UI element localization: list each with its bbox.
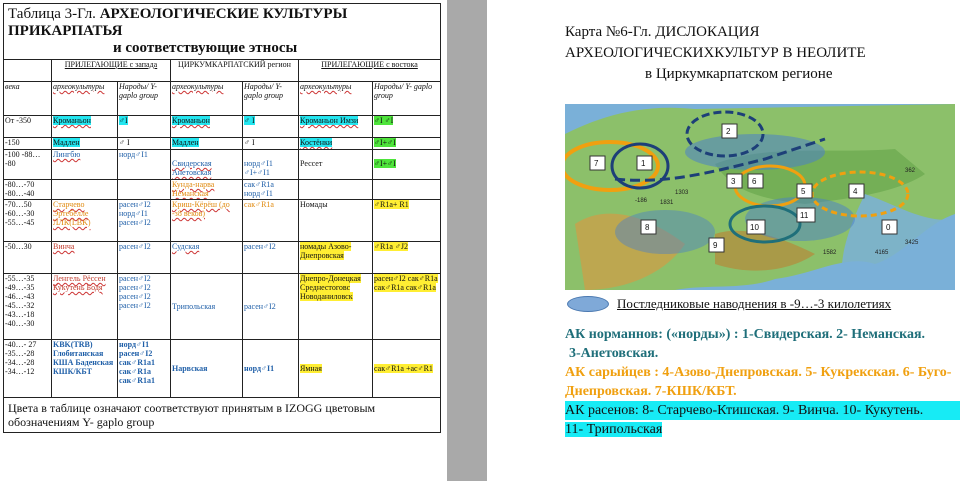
cell-people <box>243 242 299 274</box>
map-title-line1: Карта №6-Гл. ДИСЛОКАЦИЯ <box>565 24 760 40</box>
cell-culture <box>171 242 243 274</box>
head-people-w: Народы/ Y- gaplo group <box>118 82 171 116</box>
cell-centuries: -50…30 <box>4 242 52 274</box>
title-prefix: Таблица 3-Гл. <box>8 6 96 22</box>
cell-text: сак♂R1a норд♂I1 <box>244 180 274 198</box>
cell-text: Ямная <box>300 364 322 373</box>
cell-culture <box>171 150 243 180</box>
map-label-8: 8 <box>645 223 650 232</box>
cell-culture <box>52 150 118 180</box>
cell-culture <box>171 200 243 242</box>
cell-text: Старчево Эртебёлле ЛЛК(LBK) <box>53 200 91 227</box>
cell-culture <box>299 340 373 398</box>
cell-culture <box>299 138 373 150</box>
cell-culture <box>299 150 373 180</box>
cell-culture <box>171 180 243 200</box>
cell-text: KBK(TRB) Глобитанская КША Баденская КШК/КБТ <box>53 340 114 376</box>
map-elev: 1303 <box>675 190 689 196</box>
cell-text: сак♂R1a +ас♂R1 <box>374 364 433 373</box>
left-page <box>0 0 447 481</box>
table-row <box>4 340 441 398</box>
cell-people <box>373 274 441 340</box>
cell-centuries: -150 <box>4 138 52 150</box>
head-cult-c: археокультуры <box>171 82 243 116</box>
cell-text: номады Азово-Днепровская <box>300 242 352 260</box>
cell-people <box>118 200 171 242</box>
map-elev: -186 <box>635 198 648 204</box>
head-centuries: века <box>4 82 52 116</box>
title-main: АРХЕОЛОГИЧЕСКИЕ КУЛЬТУРЫ ПРИКАРПАТЬЯ <box>8 6 348 39</box>
cell-culture <box>52 340 118 398</box>
map-label-5: 5 <box>801 187 806 196</box>
cell-text: ♂I+♂I <box>374 138 396 147</box>
cell-text: Номады <box>300 200 328 209</box>
cell-people <box>243 274 299 340</box>
map-label-3: 3 <box>731 177 736 186</box>
ak-norm-line2: 3-Анетовская. <box>569 346 659 361</box>
cell-culture <box>299 242 373 274</box>
cell-text: ♂I+♂I <box>374 159 396 168</box>
group-east: ПРИЛЕГАЮЩИЕ с востока <box>299 60 441 82</box>
right-page <box>487 0 975 481</box>
cell-culture <box>52 274 118 340</box>
cell-people <box>118 274 171 340</box>
archaeology-map <box>565 104 955 290</box>
map-label-4: 4 <box>853 187 858 196</box>
cell-centuries: -100 -88… -80 <box>4 150 52 180</box>
flood-zone <box>615 210 715 254</box>
map-elev: 3425 <box>905 240 919 246</box>
cell-text: Кроманьон <box>172 116 210 125</box>
map-elev: 362 <box>905 168 916 174</box>
cell-culture <box>171 138 243 150</box>
cell-centuries: -80…-70 -80…-40 <box>4 180 52 200</box>
cell-people <box>373 116 441 138</box>
cell-text: расен♂I2 <box>119 242 151 251</box>
legend-text: Постледниковые наводнения в -9…-3 килолетиях <box>617 296 892 311</box>
cell-text: Ленгель Рёссен Кукутень Бодя <box>53 274 106 292</box>
map-label-6: 6 <box>752 177 757 186</box>
cell-culture <box>52 200 118 242</box>
cell-text: ♂R1a+ R1 <box>374 200 409 209</box>
ak-ras-line1: АК расенов: 8- Старчево-Ктишская. 9- Винча. 10- Кукутень. <box>565 401 960 420</box>
cell-people <box>118 180 171 200</box>
cultures-table <box>3 3 441 433</box>
culture-groups <box>565 325 960 439</box>
cell-text: Трипольская <box>172 302 216 311</box>
cell-people <box>243 116 299 138</box>
cell-text: ♂I ♂I <box>374 116 394 125</box>
cell-text: расен♂I2 сак♂R1a сак♂R1a сак♂R1a <box>374 274 438 292</box>
table-title <box>4 4 441 60</box>
cell-text: ♂R1a ♂J2 <box>374 242 408 251</box>
head-cult-e: археокультуры <box>299 82 373 116</box>
cell-people <box>243 340 299 398</box>
ak-ras-line2: 11- Трипольская <box>565 422 663 437</box>
cell-culture <box>171 340 243 398</box>
cell-text: Днепро-Донецкая Среднестоговс Новоданиловск <box>300 274 361 301</box>
cell-culture <box>299 200 373 242</box>
table-row <box>4 274 441 340</box>
map-title-line3: в Циркумкарпатском регионе <box>645 66 833 82</box>
cell-text: Кунда-нарва Неманская <box>172 180 215 198</box>
cell-text: Криш-Кёрёш (до -з8 веков) <box>172 200 230 218</box>
cell-text: ♂ I <box>244 138 255 147</box>
table-row <box>4 242 441 274</box>
cell-text: Рессет <box>300 159 323 168</box>
cell-text: расен♂I2 расен♂I2 расен♂I2 расен♂I2 <box>119 274 151 310</box>
cell-text: Кроманьон <box>53 116 91 125</box>
cell-culture <box>52 242 118 274</box>
table-row <box>4 200 441 242</box>
cell-people <box>118 340 171 398</box>
table-row <box>4 116 441 138</box>
cell-people <box>373 150 441 180</box>
cell-text: норд♂I1 <box>119 150 148 159</box>
cell-people <box>373 340 441 398</box>
flood-ellipse-icon <box>567 296 609 312</box>
cell-text: Костёнки <box>300 138 333 147</box>
cell-text: сак♂R1a <box>244 200 274 209</box>
head-cult-w: археокультуры <box>52 82 118 116</box>
cell-people <box>118 150 171 180</box>
cell-text: расен♂I2 <box>244 302 276 311</box>
ak-sar: АК сарыйцев : 4-Азово-Днепровская. 5- Кукрекская. 6- Буго-Днепровская. 7-КШК/КБТ. <box>565 365 952 399</box>
map-label-9: 9 <box>713 241 718 250</box>
map-label-1: 1 <box>641 159 646 168</box>
cell-text: норд♂I1 расен♂I2 сак♂R1a1 сак♂R1a сак♂R1a1 <box>119 340 156 385</box>
cell-text: ♂ I <box>119 138 130 147</box>
cell-people <box>373 200 441 242</box>
cell-people <box>118 116 171 138</box>
cell-culture <box>299 116 373 138</box>
cell-people <box>243 180 299 200</box>
cell-text: Нарвская <box>172 364 208 373</box>
map-label-0: 0 <box>886 223 891 232</box>
cell-text: Лингбю <box>53 150 81 159</box>
cell-text: ♂ I <box>244 116 255 125</box>
map-elev: 1582 <box>823 250 837 256</box>
ak-norm-line1: АК норманнов: («норды») : 1-Свидерская. 2- Неманская. <box>565 327 926 342</box>
cell-text: Кроманьон Имзи <box>300 116 359 125</box>
group-circum: ЦИРКУМКАРПАТСКИЙ регион <box>171 60 299 82</box>
cell-culture <box>52 180 118 200</box>
cell-culture <box>299 274 373 340</box>
cell-text: Судская <box>172 242 200 251</box>
group-west: ПРИЛЕГАЮЩИЕ с запада <box>52 60 171 82</box>
table-row <box>4 138 441 150</box>
cell-culture <box>171 116 243 138</box>
cell-centuries: От -350 <box>4 116 52 138</box>
map-legend <box>567 296 891 312</box>
map-elev: 4165 <box>875 250 889 256</box>
empty-head <box>4 60 52 82</box>
map-label-11: 11 <box>800 211 809 220</box>
cell-people <box>243 200 299 242</box>
page-gap <box>447 0 487 481</box>
cell-text: Мадлен <box>53 138 80 147</box>
cell-text: расен♂I2 норд♂I1 расен♂I2 <box>119 200 151 227</box>
cell-centuries: -55…-35 -49…-35 -46…-43 -45…-32 -43…-18 -40…-30 <box>4 274 52 340</box>
table-row <box>4 150 441 180</box>
head-people-e: Народы/ Y- gaplo group <box>373 82 441 116</box>
cell-culture <box>52 138 118 150</box>
cell-culture <box>299 180 373 200</box>
cell-culture <box>171 274 243 340</box>
map-title <box>565 22 965 85</box>
cell-text: ♂I <box>119 116 128 125</box>
cell-text: расен♂I2 <box>244 242 276 251</box>
cell-people <box>118 138 171 150</box>
cell-people <box>118 242 171 274</box>
cell-text: Свидерская Анетовская <box>172 159 212 177</box>
cell-centuries: -70…50 -60…-30 -55…-45 <box>4 200 52 242</box>
cell-people <box>373 242 441 274</box>
head-people-c: Народы/ Y- gaplo group <box>243 82 299 116</box>
cell-people <box>243 138 299 150</box>
map-elev: 1831 <box>660 200 674 206</box>
cell-text: Мадлен <box>172 138 199 147</box>
map-label-2: 2 <box>726 127 731 136</box>
map-title-line2: АРХЕОЛОГИЧЕСКИХКУЛЬТУР В НЕОЛИТЕ <box>565 45 866 61</box>
cell-people <box>243 150 299 180</box>
map-label-10: 10 <box>750 223 759 232</box>
cell-people <box>373 180 441 200</box>
table-footer: Цвета в таблице означают соответствуют принятым в IZOGG цветовым обозначениям Y- gaplo group <box>4 398 441 433</box>
cell-people <box>373 138 441 150</box>
cell-text: норд♂I1 ♂I+♂I1 <box>244 159 273 177</box>
table-row <box>4 180 441 200</box>
cell-culture <box>52 116 118 138</box>
cell-text: норд♂I1 <box>244 364 275 373</box>
title-sub: и соответствующие этносы <box>113 40 298 56</box>
map-label-7: 7 <box>594 159 599 168</box>
cell-text: Винча <box>53 242 75 251</box>
cell-centuries: -40…- 27 -35…-28 -34…-28 -34…-12 <box>4 340 52 398</box>
